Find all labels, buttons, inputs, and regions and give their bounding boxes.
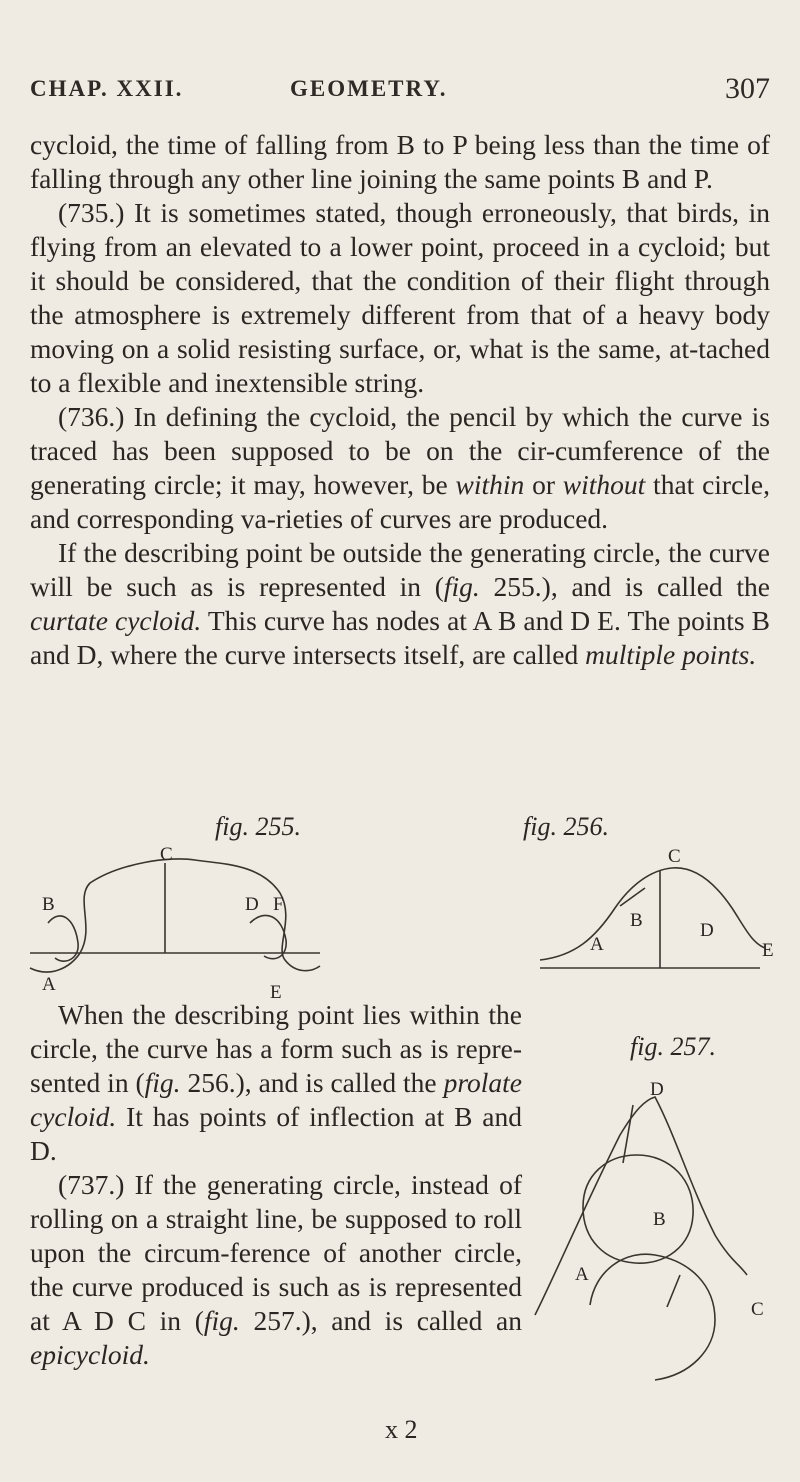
- fig256-curve: [540, 868, 765, 960]
- fig257-label-A: A: [575, 1264, 589, 1285]
- fig255-label-C: C: [160, 844, 173, 865]
- fig-256-prolate-cycloid: [400, 848, 780, 988]
- paragraph-737: (737.) If the generating circle, instead of rolling on a straight line, be supposed to roll upon the circum-ference of another circle, the curve produced is such as is represented at A D C in (fig. 257.), and is called an epicycloid.: [30, 1169, 523, 1370]
- fig257-label-D: D: [650, 1079, 664, 1100]
- fig256-label-C: C: [668, 846, 681, 867]
- paragraph-prolate: When the describing point lies within the circle, the curve has a form such as is repre-sented in (fig. 256.), and is called the prolate cycloid. It has points of inflection at B and D.: [30, 999, 522, 1166]
- fig255-curve: [30, 859, 320, 972]
- fig-256-caption: fig. 256.: [523, 812, 609, 841]
- fig256-label-B: B: [630, 910, 643, 931]
- fig-257-caption: fig. 257.: [630, 1032, 716, 1061]
- section-title: GEOMETRY.: [290, 76, 448, 101]
- fig255-loop-left: [48, 916, 78, 961]
- fig-255-curtate-cycloid: [20, 844, 340, 1003]
- body-text: [30, 128, 770, 672]
- fig-255-caption: fig. 255.: [215, 812, 301, 841]
- fig255-label-B: B: [42, 894, 55, 915]
- signature-mark: x 2: [385, 1415, 418, 1444]
- fig255-label-E: E: [270, 982, 282, 1003]
- chapter-heading: CHAP. XXII.: [30, 76, 184, 101]
- fig256-label-A: A: [590, 934, 604, 955]
- fig257-label-C: C: [751, 1299, 764, 1320]
- fig255-label-D: D: [245, 894, 259, 915]
- paragraph-736: (736.) In defining the cycloid, the pencil by which the curve is traced has been supposed to be on the cir-cumference of the generating circle; it may, however, be within or without that circle, and corresponding va-rieties of curves are produced.: [30, 401, 770, 534]
- lower-text: [30, 998, 770, 1372]
- paragraph-curtate: If the describing point be outside the generating circle, the curve will be such as is represented in (fig. 255.), and is called the curtate cycloid. This curve has nodes at A B and D E. The points B and D, where the curve intersects itself, are called multiple points.: [30, 537, 770, 670]
- fig255-label-A: A: [42, 974, 56, 995]
- fig255-label-F: F: [273, 894, 284, 915]
- paragraph-1: cycloid, the time of falling from B to P being less than the time of falling through any other line joining the same points B and P.: [30, 129, 770, 194]
- fig256-label-D: D: [700, 920, 714, 941]
- running-header: [30, 72, 770, 116]
- paragraph-735: (735.) It is sometimes stated, though erroneously, that birds, in flying from an elevated to a lower point, proceed in a cycloid; but it should be considered, that the condition of their flight through the atmosphere is extremely different from that of a heavy body moving on a solid resisting surface, or, what is the same, at-tached to a flexible and inextensible string.: [30, 197, 770, 398]
- fig256-label-E: E: [762, 940, 774, 961]
- fig257-label-B: B: [653, 1209, 666, 1230]
- page-number: 307: [725, 72, 770, 105]
